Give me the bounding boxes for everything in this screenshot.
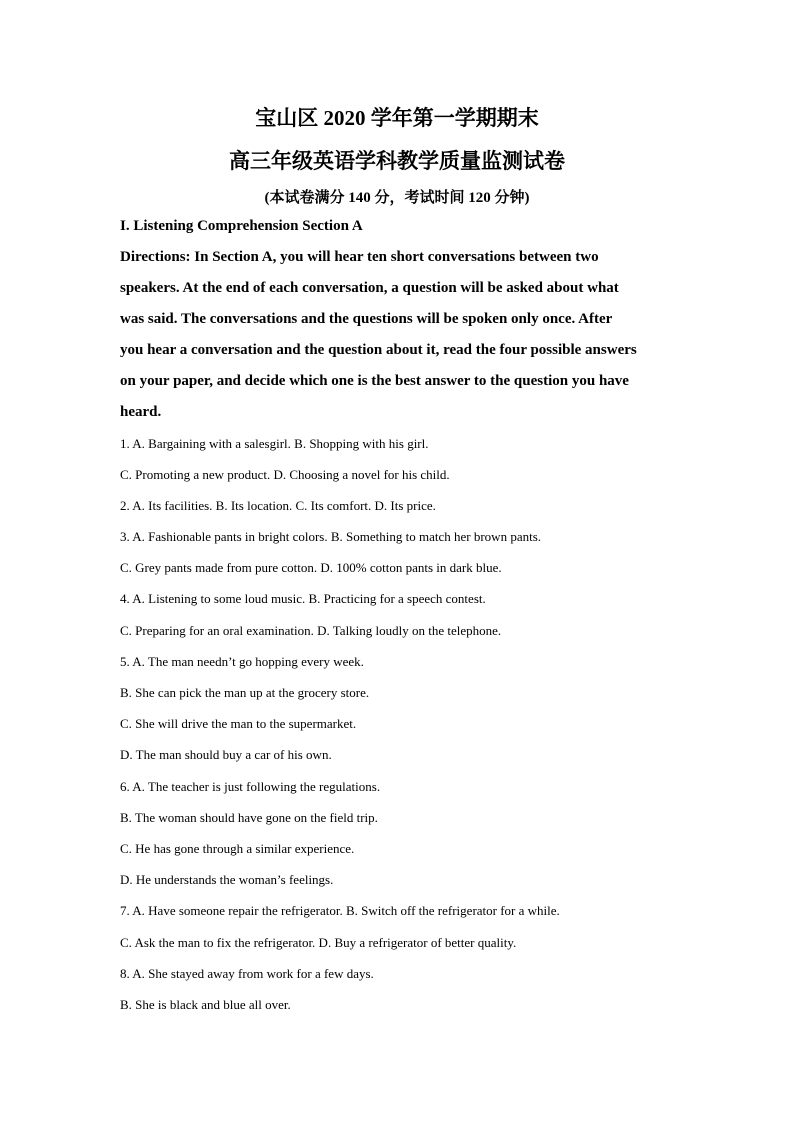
question-line: 4. A. Listening to some loud music. B. Practicing for a speech contest. — [120, 591, 486, 606]
directions-line: speakers. At the end of each conversation, a question will be asked about what — [120, 280, 619, 296]
question-line: 8. A. She stayed away from work for a few days. — [120, 966, 374, 981]
section-heading: I. Listening Comprehension Section A — [120, 218, 363, 234]
question-line: C. Ask the man to fix the refrigerator. D. Buy a refrigerator of better quality. — [120, 935, 517, 950]
question-line: 3. A. Fashionable pants in bright colors. B. Something to match her brown pants. — [120, 529, 542, 544]
question-line: D. He understands the woman’s feelings. — [120, 872, 334, 887]
question-line: B. She can pick the man up at the grocery store. — [120, 685, 370, 700]
question-line: 2. A. Its facilities. B. Its location. C. Its comfort. D. Its price. — [120, 498, 436, 513]
exam-subtitle: 高三年级英语学科教学质量监测试卷 — [229, 149, 565, 173]
question-line: 6. A. The teacher is just following the regulations. — [120, 779, 381, 794]
question-line: C. Promoting a new product. D. Choosing a novel for his child. — [120, 467, 450, 482]
question-line: C. Preparing for an oral examination. D. Talking loudly on the telephone. — [120, 623, 502, 638]
directions-line: was said. The conversations and the questions will be spoken only once. After — [120, 311, 613, 327]
question-line: 7. A. Have someone repair the refrigerator. B. Switch off the refrigerator for a while. — [120, 903, 560, 918]
question-line: C. Grey pants made from pure cotton. D. 100% cotton pants in dark blue. — [120, 560, 502, 575]
directions-line: Directions: In Section A, you will hear ten short conversations between two — [120, 249, 599, 265]
exam-info: (本试卷满分 140 分，考试时间 120 分钟) — [264, 190, 530, 206]
question-line: 1. A. Bargaining with a salesgirl. B. Shopping with his girl. — [120, 436, 429, 451]
directions-line: heard. — [120, 404, 162, 420]
question-line: C. He has gone through a similar experience. — [120, 841, 355, 856]
question-line: 5. A. The man needn’t go hopping every week. — [120, 654, 364, 669]
question-line: B. She is black and blue all over. — [120, 997, 291, 1012]
question-line: C. She will drive the man to the supermarket. — [120, 716, 357, 731]
exam-title: 宝山区 2020 学年第一学期期末 — [255, 106, 539, 130]
directions-line: you hear a conversation and the question about it, read the four possible answers — [120, 342, 637, 358]
directions-line: on your paper, and decide which one is the best answer to the question you have — [120, 373, 629, 389]
question-line: D. The man should buy a car of his own. — [120, 747, 332, 762]
question-line: B. The woman should have gone on the field trip. — [120, 810, 378, 825]
